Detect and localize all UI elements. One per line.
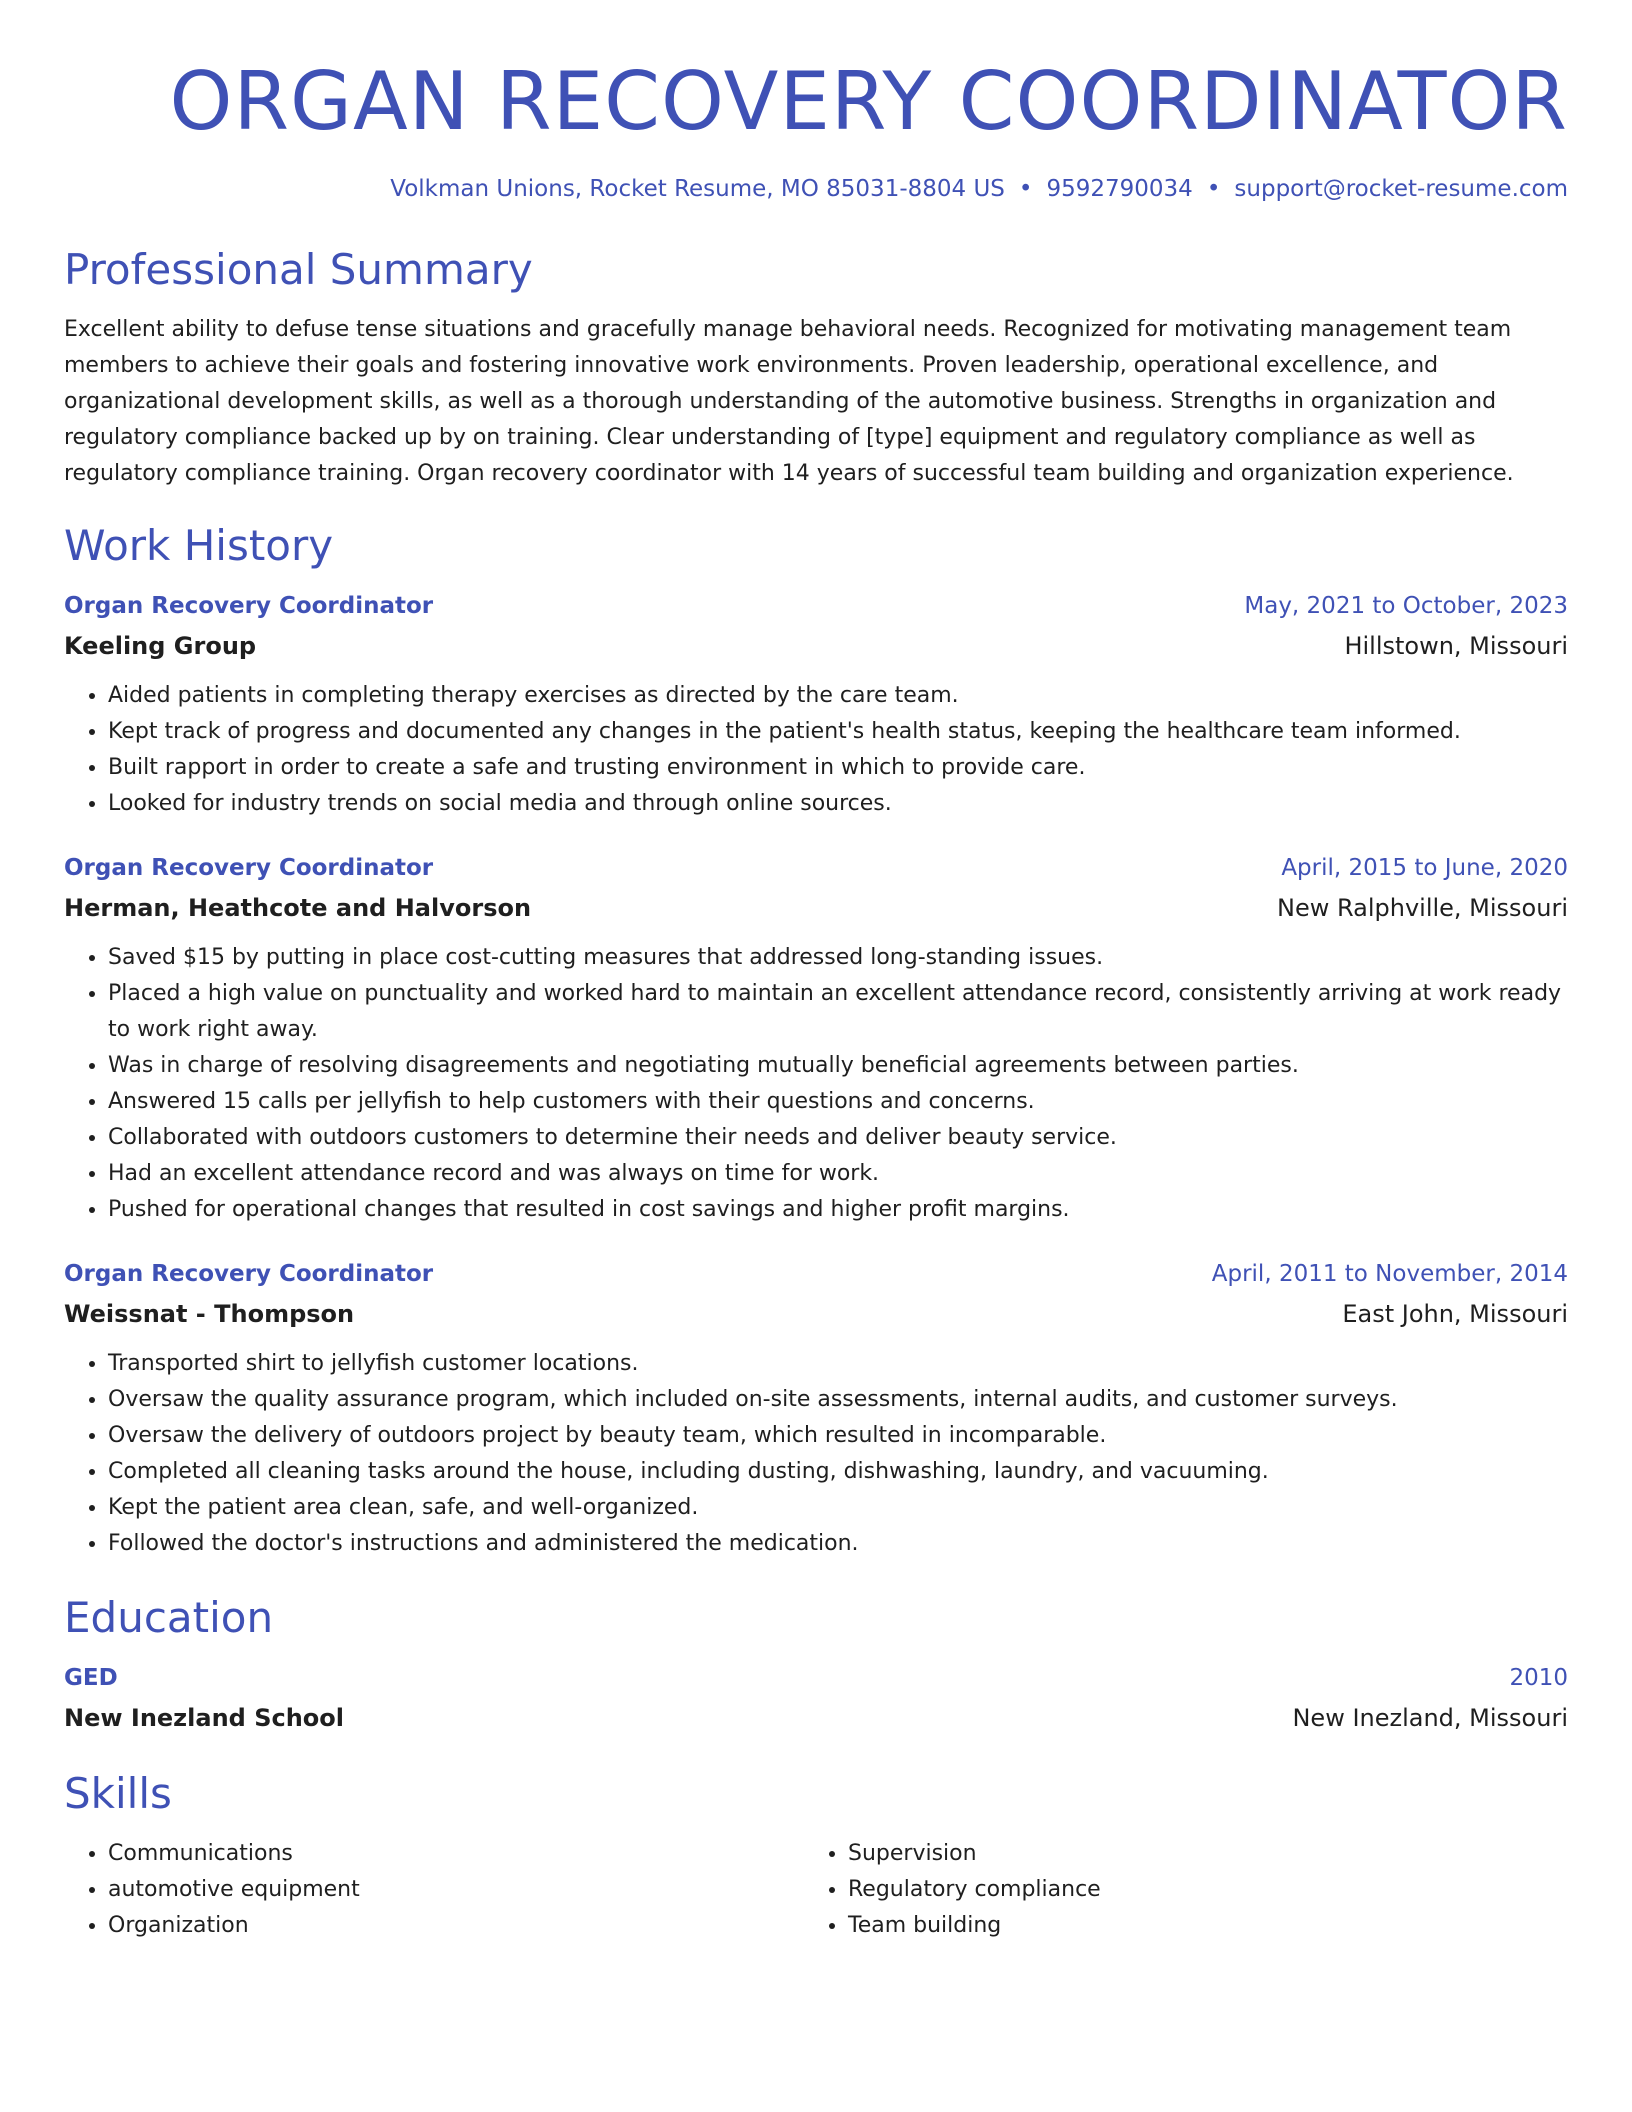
- job-bullet: • Saved $15 by putting in place cost-cutting measures that addressed long-standing issues.: [108, 940, 1568, 976]
- job-bullet: • Followed the doctor's instructions and administered the medication.: [108, 1526, 1568, 1562]
- job-location: Hillstown, Missouri: [1344, 632, 1568, 660]
- job-entry: [64, 848, 1568, 1228]
- summary-text: Excellent ability to defuse tense situations and gracefully manage behavioral needs. Recognized for motivating management team members to achieve their goals and fostering innovative work environments. Proven leadership, operational excellence, and organizational development skills, as well as a thorough understanding of the automotive business. Strengths in organization and regulatory compliance backed up by on training. Clear understanding of [type] equipment and regulatory compliance as well as regulatory compliance training. Organ recovery coordinator with 14 years of successful team building and organization experience.: [64, 317, 1514, 486]
- contact-separator: •: [1018, 176, 1033, 202]
- education-degree: GED: [64, 1665, 118, 1691]
- skill-item: • Communications: [108, 1836, 804, 1872]
- job-bullet: • Was in charge of resolving disagreements and negotiating mutually beneficial agreements between parties.: [108, 1048, 1568, 1084]
- job-entry: [64, 1254, 1568, 1562]
- work-history-heading: Work History: [64, 521, 334, 570]
- job-dates: May, 2021 to October, 2023: [1244, 593, 1568, 619]
- skills-heading: Skills: [64, 1769, 172, 1818]
- job-bullets: [64, 940, 1568, 1228]
- job-bullet: • Kept the patient area clean, safe, and well-organized.: [108, 1490, 1568, 1526]
- job-company: Herman, Heathcote and Halvorson: [64, 894, 532, 922]
- job-bullets: [64, 1346, 1568, 1562]
- job-company: Weissnat - Thompson: [64, 1300, 355, 1328]
- job-dates: April, 2015 to June, 2020: [1281, 855, 1568, 881]
- job-bullet: • Had an excellent attendance record and was always on time for work.: [108, 1156, 1568, 1192]
- education-school: New Inezland School: [64, 1704, 344, 1732]
- job-location: New Ralphville, Missouri: [1277, 894, 1568, 922]
- job-location: East John, Missouri: [1342, 1300, 1568, 1328]
- job-title: Organ Recovery Coordinator: [64, 855, 434, 881]
- job-bullet: • Placed a high value on punctuality and worked hard to maintain an excellent attendance record, consistently arriving at work ready to work right away.: [108, 976, 1568, 1048]
- job-bullets: [64, 678, 1568, 822]
- job-bullet: • Oversaw the delivery of outdoors project by beauty team, which resulted in incomparable.: [108, 1418, 1568, 1454]
- contact-phone: 9592790034: [1046, 176, 1193, 202]
- education-heading: Education: [64, 1593, 274, 1642]
- job-dates: April, 2011 to November, 2014: [1211, 1261, 1568, 1287]
- contact-address: Volkman Unions, Rocket Resume, MO 85031-8804 US: [390, 176, 1005, 202]
- education-year: 2010: [1509, 1665, 1568, 1691]
- skill-item: • Supervision: [848, 1836, 1544, 1872]
- education-location: New Inezland, Missouri: [1292, 1704, 1568, 1732]
- skill-item: • automotive equipment: [108, 1872, 804, 1908]
- job-bullet: • Built rapport in order to create a safe and trusting environment in which to provide care.: [108, 750, 1568, 786]
- summary-heading: Professional Summary: [64, 245, 533, 294]
- job-bullet: • Completed all cleaning tasks around the house, including dusting, dishwashing, laundry, and vacuuming.: [108, 1454, 1568, 1490]
- contact-separator: •: [1206, 176, 1221, 202]
- education-entry: [64, 1658, 1568, 1738]
- contact-email: support@rocket-resume.com: [1234, 176, 1568, 202]
- skill-item: • Team building: [848, 1908, 1544, 1944]
- job-bullet: • Looked for industry trends on social media and through online sources.: [108, 786, 1568, 822]
- job-bullet: • Oversaw the quality assurance program, which included on-site assessments, internal audits, and customer surveys.: [108, 1382, 1568, 1418]
- skill-item: • Organization: [108, 1908, 804, 1944]
- skills-column-right: [804, 1836, 1544, 1944]
- job-title: Organ Recovery Coordinator: [64, 593, 434, 619]
- job-bullet: • Answered 15 calls per jellyfish to help customers with their questions and concerns.: [108, 1084, 1568, 1120]
- job-entry: [64, 586, 1568, 822]
- contact-line: [64, 172, 1568, 206]
- job-bullet: • Aided patients in completing therapy exercises as directed by the care team.: [108, 678, 1568, 714]
- job-bullet: • Kept track of progress and documented any changes in the patient's health status, keeping the healthcare team informed.: [108, 714, 1568, 750]
- skill-item: • Regulatory compliance: [848, 1872, 1544, 1908]
- skills-column-left: [64, 1836, 804, 1944]
- job-company: Keeling Group: [64, 632, 257, 660]
- candidate-name: ORGAN RECOVERY COORDINATOR: [169, 55, 1568, 148]
- skills-list: [64, 1836, 1568, 1944]
- job-bullet: • Pushed for operational changes that resulted in cost savings and higher profit margins.: [108, 1192, 1568, 1228]
- job-bullet: • Transported shirt to jellyfish customer locations.: [108, 1346, 1568, 1382]
- job-bullet: • Collaborated with outdoors customers to determine their needs and deliver beauty service.: [108, 1120, 1568, 1156]
- job-title: Organ Recovery Coordinator: [64, 1261, 434, 1287]
